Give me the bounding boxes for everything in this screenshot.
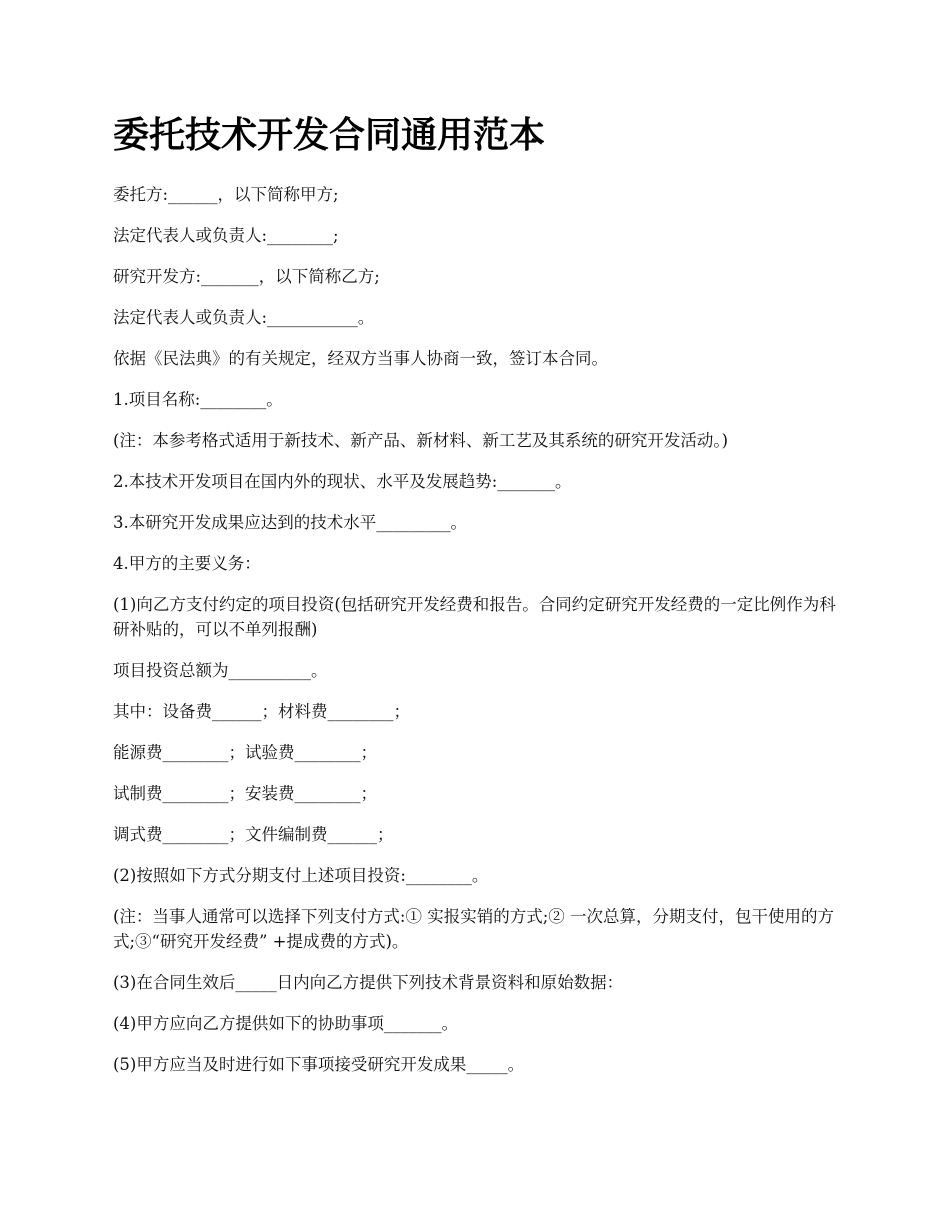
paragraph-obligation-2: (2)按照如下方式分期支付上述项目投资:________。 bbox=[113, 866, 489, 885]
paragraph-obligation-1: (1)向乙方支付约定的项目投资(包括研究开发经费和报告。合同约定研究开发经费的一定比例作为科研补贴的，可以不单列报酬) bbox=[113, 595, 836, 639]
paragraph-technical-level: 3.本研究开发成果应达到的技术水平_________。 bbox=[113, 513, 467, 532]
document-title: 委托技术开发合同通用范本 bbox=[113, 115, 546, 156]
paragraph-cost-equipment-materials: 其中：设备费______；材料费________； bbox=[113, 702, 410, 721]
paragraph-obligation-4: (4)甲方应向乙方提供如下的协助事项_______。 bbox=[113, 1014, 459, 1033]
paragraph-note-payment: (注：当事人通常可以选择下列支付方式:① 实报实销的方式;② 一次总算，分期支付，包干使用的方式;③“研究开发经费” +提成费的方式)。 bbox=[113, 907, 835, 951]
paragraph-project-name: 1.项目名称:________。 bbox=[113, 390, 283, 409]
paragraph-client: 委托方:______，以下简称甲方; bbox=[113, 185, 339, 204]
paragraph-cost-trial-installation: 试制费________；安装费________； bbox=[113, 784, 377, 803]
paragraph-total-investment: 项目投资总额为__________。 bbox=[113, 661, 328, 680]
paragraph-developer: 研究开发方:_______，以下简称乙方; bbox=[113, 267, 380, 286]
paragraph-project-status: 2.本技术开发项目在国内外的现状、水平及发展趋势:_______。 bbox=[113, 472, 572, 491]
paragraph-legal-basis: 依据《民法典》的有关规定，经双方当事人协商一致，签订本合同。 bbox=[113, 349, 608, 368]
paragraph-developer-representative: 法定代表人或负责人:___________。 bbox=[113, 308, 375, 327]
document-body bbox=[113, 182, 838, 1077]
paragraph-note-scope: (注：本参考格式适用于新技术、新产品、新材料、新工艺及其系统的研究开发活动。) bbox=[113, 431, 729, 450]
paragraph-cost-energy-testing: 能源费________；试验费________； bbox=[113, 743, 377, 762]
paragraph-party-a-obligations: 4.甲方的主要义务： bbox=[113, 554, 261, 573]
paragraph-client-representative: 法定代表人或负责人:________; bbox=[113, 226, 339, 245]
paragraph-obligation-3: (3)在合同生效后_____日内向乙方提供下列技术背景资料和原始数据： bbox=[113, 973, 624, 992]
paragraph-obligation-5: (5)甲方应当及时进行如下事项接受研究开发成果_____。 bbox=[113, 1055, 525, 1074]
document-page bbox=[113, 112, 838, 1093]
paragraph-cost-debugging-docs: 调式费________；文件编制费______； bbox=[113, 825, 394, 844]
